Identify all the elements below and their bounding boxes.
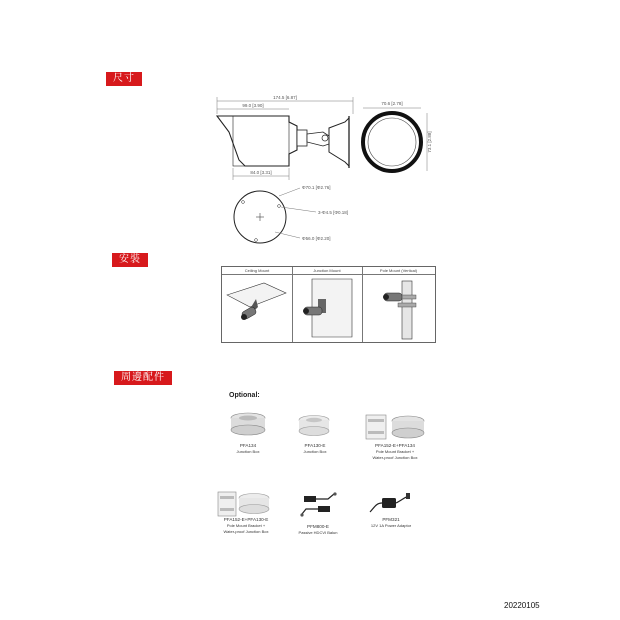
section-installation-tag: 安裝 <box>112 253 148 267</box>
pfm800e-caption: PFM800-E Passive HDCVI Balun <box>298 524 338 535</box>
dim-body-length: 99.0 [3.90] <box>242 103 264 108</box>
pfa152e-pfa130e-image <box>216 490 272 518</box>
document-date: 20220105 <box>504 601 540 610</box>
dim-screw: 3-Φ4.5 [Φ0.18] <box>318 210 348 215</box>
pfm321-image <box>368 490 412 518</box>
installation-table <box>221 266 436 343</box>
pole-mount-illustration <box>364 277 434 341</box>
dim-circle-outer: Φ70.1 [Φ2.76] <box>302 185 331 190</box>
pfm800e-image <box>298 490 338 520</box>
section-accessories-tag: 周邊配件 <box>114 371 172 385</box>
dim-circle-inner: Φ56.0 [Φ2.20] <box>302 236 331 241</box>
section-dimensions-tag: 尺寸 <box>106 72 142 86</box>
junction-mount-illustration <box>294 277 360 341</box>
pfa130e-caption: PFA130-E Junction Box <box>303 443 327 454</box>
pfa130e-image <box>296 413 332 439</box>
pfa152e-pfa130e-caption: PFA152-E+PFA130-E Pole Mount Bracket + Water-proof Junction Box <box>223 517 269 534</box>
dim-base-length: 84.0 [3.31] <box>250 170 272 175</box>
pfa134-image <box>228 410 268 438</box>
pfm321-caption: PFM321 12V 1A Power Adaptor <box>370 517 412 528</box>
dimension-drawing <box>205 92 445 248</box>
dim-total-length: 174.5 [6.87] <box>273 95 297 100</box>
dim-front-height: 73.1 [2.88] <box>427 131 432 153</box>
ceiling-mount-illustration <box>224 279 290 339</box>
install-col-junction: Junction Mount <box>313 268 341 273</box>
optional-title: Optional: <box>229 392 260 399</box>
install-col-pole: Pole Mount (Vertical) <box>379 268 418 273</box>
pfa152e-pfa134-caption: PFA152-E+PFA134 Pole Mount Bracket + Water-proof Junction Box <box>372 443 418 460</box>
pfa152e-pfa134-image <box>362 413 428 441</box>
install-col-ceiling: Ceiling Mount <box>244 268 270 273</box>
pfa134-caption: PFA134 Junction Box <box>236 443 260 454</box>
dim-front-width: 70.6 [2.78] <box>381 101 403 106</box>
